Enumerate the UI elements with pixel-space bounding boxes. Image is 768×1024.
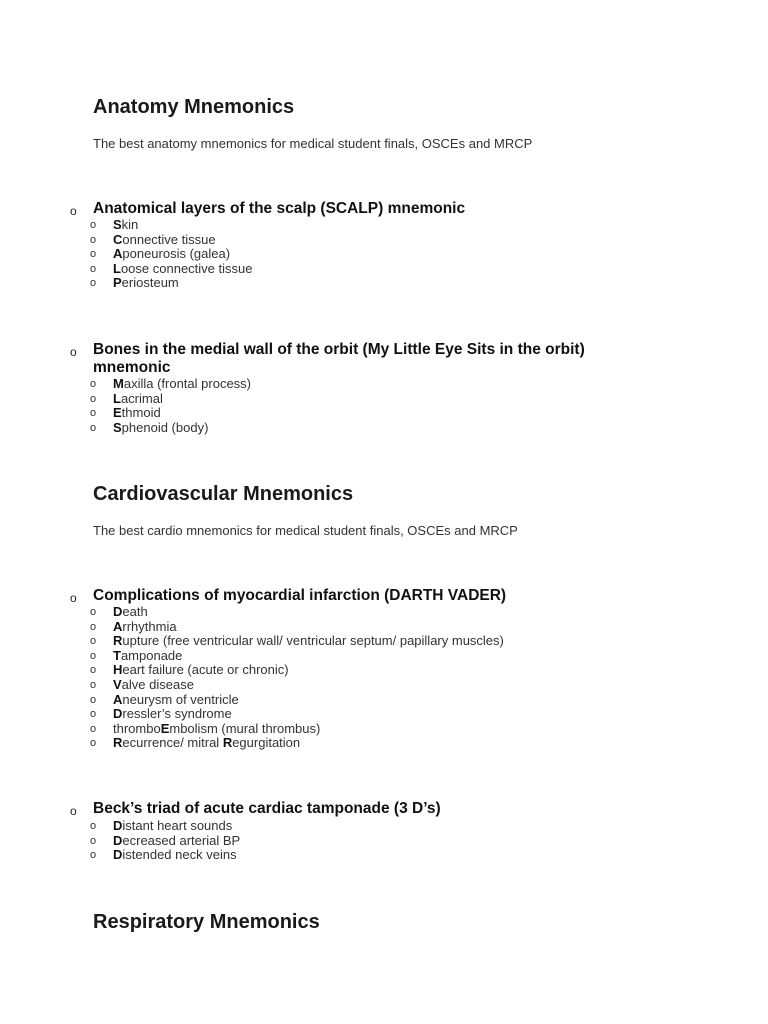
- section-description-anatomy: The best anatomy mnemonics for medical student finals, OSCEs and MRCP: [93, 136, 533, 151]
- topic-bullet: o: [70, 204, 77, 218]
- topic-bullet: o: [70, 591, 77, 605]
- section-title-cardiovascular: Cardiovascular Mnemonics: [93, 483, 354, 505]
- topic-title-myocardial-infarction: Complications of myocardial infarction (DARTH VADER): [93, 587, 507, 604]
- topic-bullet: o: [70, 804, 77, 818]
- topic-bullet: o: [70, 345, 77, 359]
- section-title-respiratory: Respiratory Mnemonics: [93, 911, 320, 933]
- section-title-anatomy: Anatomy Mnemonics: [93, 96, 295, 118]
- topic-title-orbit: Bones in the medial wall of the orbit (My Little Eye Sits in the orbit) mnemonic: [93, 341, 585, 376]
- section-description-cardiovascular: The best cardio mnemonics for medical student finals, OSCEs and MRCP: [93, 523, 518, 538]
- topic-title-scalp: Anatomical layers of the scalp (SCALP) mnemonic: [93, 200, 466, 217]
- topic-title-becks-triad: Beck’s triad of acute cardiac tamponade (3 D’s): [93, 800, 441, 817]
